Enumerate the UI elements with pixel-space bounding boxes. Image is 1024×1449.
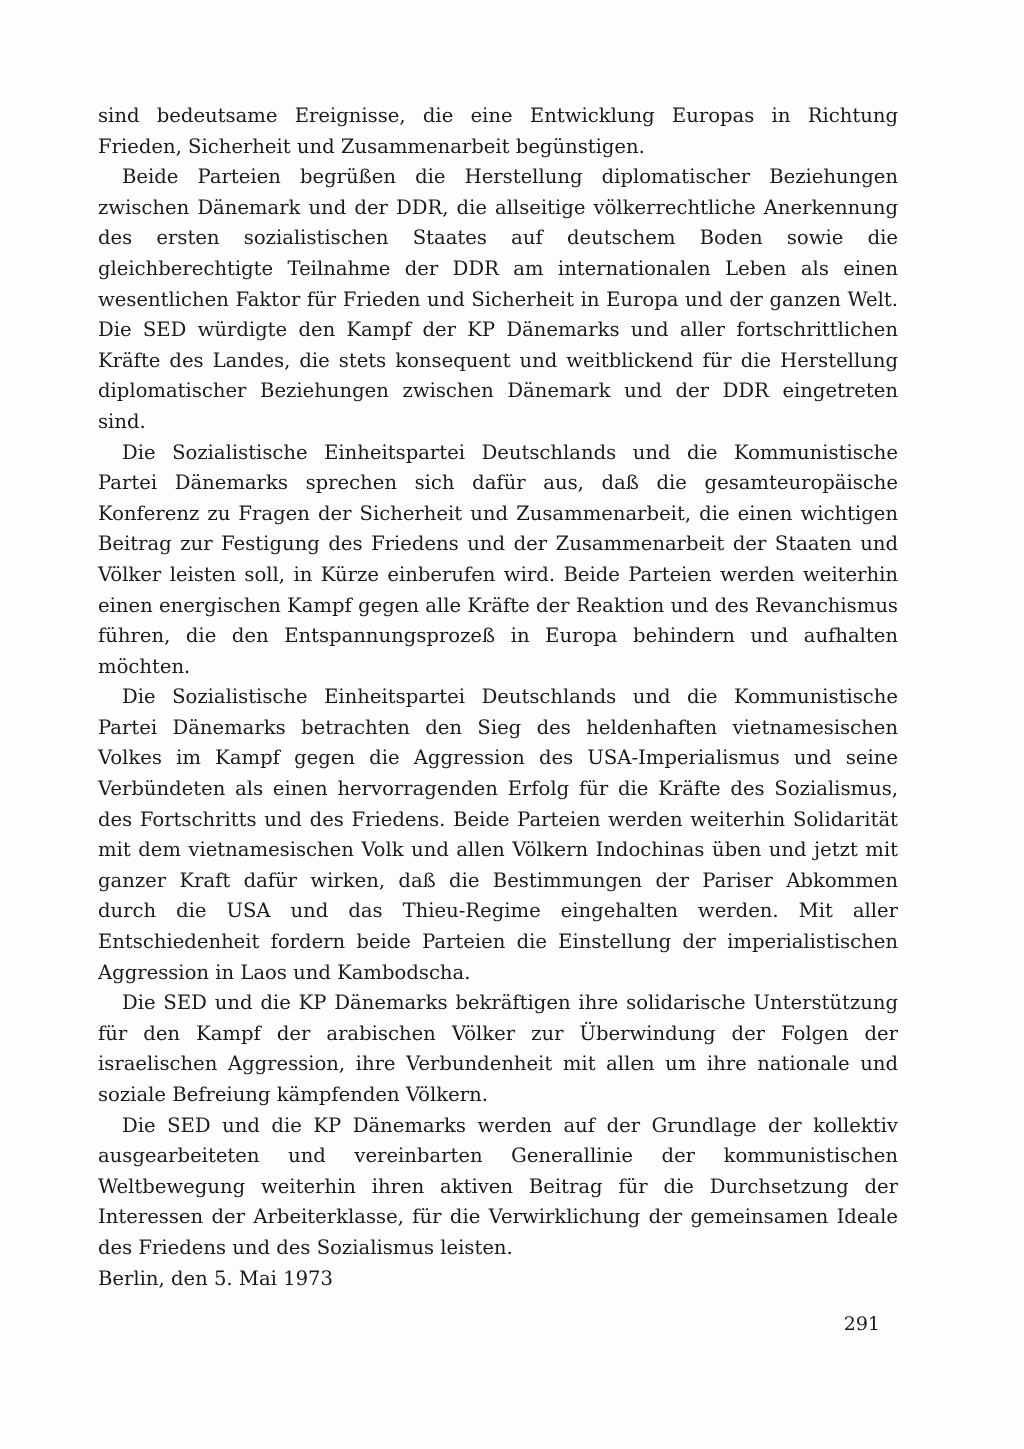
paragraph-continuation: sind bedeutsame Ereignisse, die eine Entwicklung Europas in Richtung Frieden, Sicherheit und Zusammenarbeit begünstigen. xyxy=(98,104,898,158)
paragraph-general-line: Die SED und die KP Dänemarks werden auf der Grundlage der kollektiv ausgearbeiteten und vereinbarten Generallinie der kommunistischen Weltbewegung weiterhin ihren aktiven Beitrag für die Durchsetzung der Interessen der Arbeiterklasse, für die Verwirklichung der gemeinsamen Ideale des Friedens und des Sozialismus leisten. xyxy=(98,1113,898,1259)
body-text xyxy=(98,101,898,1294)
paragraph-vietnam: Die Sozialistische Einheitspartei Deutschlands und die Kommunistische Partei Dänemarks betrachten den Sieg des heldenhaften vietnamesischen Volkes im Kampf gegen die Aggression des USA-Imperialismus und seine Verbündeten als einen hervorragenden Erfolg für die Kräfte des Sozialismus, des Fortschritts und des Friedens. Beide Parteien werden weiterhin Solidarität mit dem vietnamesischen Volk und allen Völkern Indochinas üben und jetzt mit ganzer Kraft dafür wirken, daß die Bestimmungen der Pariser Abkommen durch die USA und das Thieu-Regime eingehalten werden. Mit aller Entschiedenheit fordern beide Parteien die Einstellung der imperialistischen Aggression in Laos und Kambodscha. xyxy=(98,685,898,984)
paragraph-diplomatic-relations: Beide Parteien begrüßen die Herstellung diplomatischer Beziehungen zwischen Dänemark und der DDR, die allseitige völkerrechtliche Anerkennung des ersten sozialistischen Staates auf deutschem Boden sowie die gleichberechtigte Teilnahme der DDR am internationalen Leben als einen wesentlichen Faktor für Frieden und Sicherheit in Europa und der ganzen Welt. Die SED würdigte den Kampf der KP Dänemarks und aller fortschrittlichen Kräfte des Landes, die stets konsequent und weitblickend für die Herstellung diplomatischer Beziehungen zwischen Dänemark und der DDR eingetreten sind. xyxy=(98,165,898,433)
paragraph-european-conference: Die Sozialistische Einheitspartei Deutschlands und die Kommunistische Partei Dänemarks sprechen sich dafür aus, daß die gesamteuropäische Konferenz zu Fragen der Sicherheit und Zusammenarbeit, die einen wichtigen Beitrag zur Festigung des Friedens und der Zusammenarbeit der Staaten und Völker leisten soll, in Kürze einberufen wird. Beide Parteien werden weiterhin einen energischen Kampf gegen alle Kräfte der Reaktion und des Revanchismus führen, die den Entspannungsprozeß in Europa behindern und aufhalten möchten. xyxy=(98,440,898,678)
paragraph-arab-peoples: Die SED und die KP Dänemarks bekräftigen ihre solidarische Unterstützung für den Kampf der arabischen Völker zur Überwindung der Folgen der israelischen Aggression, ihre Verbundenheit mit allen um ihre nationale und soziale Befreiung kämpfenden Völkern. xyxy=(98,991,898,1106)
page-number: 291 xyxy=(843,1313,880,1335)
closing-place-date: Berlin, den 5. Mai 1973 xyxy=(98,1266,333,1290)
